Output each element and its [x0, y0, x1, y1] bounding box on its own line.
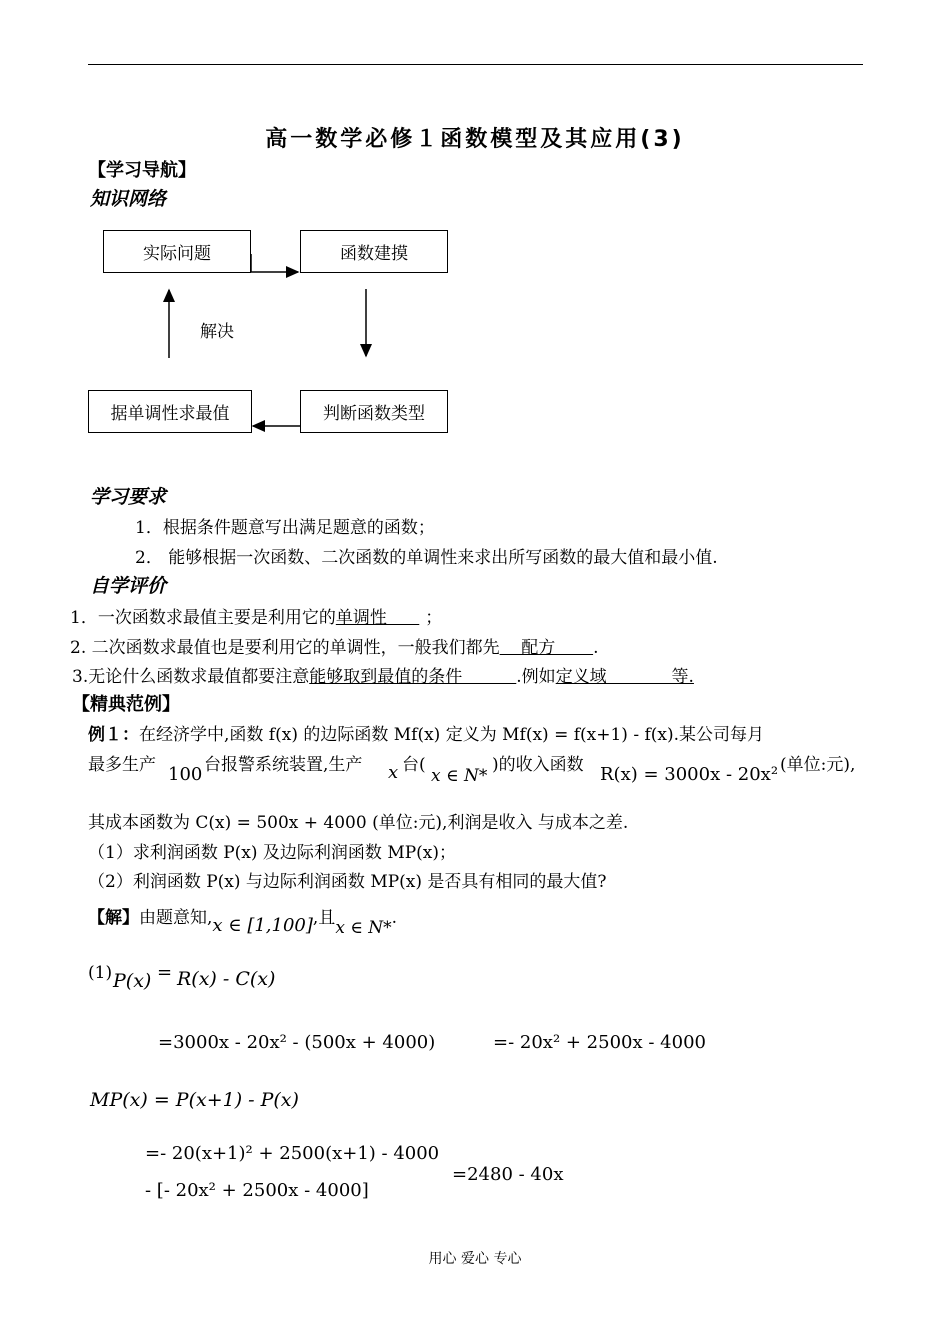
solution-mp-step2: - [- 20x² + 2500x - 4000]	[145, 1180, 369, 1201]
example1-line2-b: 台报警系统装置,生产	[204, 755, 363, 775]
example1-line2-a: 最多生产	[88, 755, 156, 775]
solution-p-eq: =	[157, 962, 173, 983]
q1-text: 1．一次函数求最值主要是利用它的	[70, 608, 336, 628]
q3-mid: .例如	[516, 667, 556, 687]
box-find-extremum-label: 据单调性求最值	[110, 404, 230, 424]
example1-text-1: 在经济学中,函数 f(x) 的边际函数 Mf(x) 定义为 Mf(x) = f(x+1) - f(x).某公司每月	[139, 725, 765, 745]
solution-p-step2: =3000x - 20x² - (500x + 4000)	[158, 1032, 436, 1053]
example1-cond: x ∈ N*	[431, 766, 488, 786]
example1-x: x	[388, 762, 399, 783]
q3-text: 3.无论什么函数求最值都要注意	[72, 667, 310, 687]
solution-part1-num: (1)	[88, 963, 113, 983]
example1-revenue: R(x) = 3000x - 20x²	[600, 764, 779, 785]
q1-end: ；	[425, 608, 443, 628]
example1-line2-d: )的收入函数	[492, 755, 584, 775]
page-footer: 用心 爱心 专心	[428, 1251, 522, 1267]
box-judge-type-label: 判断函数类型	[323, 404, 425, 424]
self-eval-q1	[70, 603, 442, 628]
solution-and: ,且	[312, 908, 336, 928]
example1-100: 100	[168, 764, 203, 785]
section-examples: 【精典范例】	[72, 694, 180, 715]
solve-label: 解决	[200, 322, 234, 342]
requirement-1: 1．根据条件题意写出满足题意的函数；	[135, 518, 435, 538]
q1-answer: 单调性	[335, 608, 420, 628]
self-eval-q2	[70, 633, 598, 658]
example1-q1: （1）求利润函数 P(x) 及边际利润函数 MP(x)；	[88, 843, 457, 863]
solution-label: 【解】	[88, 908, 139, 928]
q2-text: 2. 二次函数求最值也是要利用它的单调性，一般我们都先	[70, 638, 500, 658]
solution-p-step3: =- 20x² + 2500x - 4000	[493, 1032, 706, 1053]
section-requirements: 学习要求	[90, 486, 167, 508]
solution-p-lhs: P(x)	[113, 970, 152, 992]
solution-p-rhs: R(x) - C(x)	[177, 968, 276, 990]
diagram-arrows	[0, 0, 950, 460]
box-function-model-label: 函数建摸	[340, 244, 408, 264]
section-self-eval: 自学评价	[90, 575, 167, 597]
q3-answer-2: 定义域 等.	[555, 667, 694, 687]
q3-answer-1: 能够取到最值的条件	[309, 667, 517, 687]
solution-text: 由题意知,	[139, 908, 213, 928]
solution-mp-def: MP(x) = P(x+1) - P(x)	[90, 1089, 299, 1111]
example1-label: 例１：	[88, 725, 139, 745]
page-title: 高一数学必修１函数模型及其应用(3)	[265, 127, 685, 152]
example1-line1	[88, 720, 764, 745]
q2-end: .	[593, 638, 599, 658]
solution-cond: x ∈ N*	[335, 918, 392, 938]
example1-line2-c: 台(	[402, 755, 426, 775]
solution-mp-result: =2480 - 40x	[452, 1164, 564, 1185]
example1-q2: （2）利润函数 P(x) 与边际利润函数 MP(x) 是否具有相同的最大值?	[88, 872, 607, 892]
box-actual-problem-label: 实际问题	[143, 244, 211, 264]
solution-intro	[88, 903, 398, 938]
arrow-right	[251, 254, 298, 272]
requirement-2: 2． 能够根据一次函数、二次函数的单调性来求出所写函数的最大值和最小值.	[135, 548, 718, 568]
solution-end: .	[391, 908, 398, 928]
self-eval-q3	[72, 662, 694, 687]
section-guide: 【学习导航】	[88, 160, 196, 181]
example1-line3: 其成本函数为 C(x) = 500x + 4000 (单位:元),利润是收入 与成本之差.	[88, 813, 629, 833]
section-knowledge-net: 知识网络	[90, 188, 167, 210]
q2-answer: 配方	[499, 638, 594, 658]
example1-line2-e: (单位:元),	[780, 755, 856, 775]
solution-domain: x ∈ [1,100]	[212, 915, 313, 936]
solution-mp-step1: =- 20(x+1)² + 2500(x+1) - 4000	[145, 1143, 440, 1164]
